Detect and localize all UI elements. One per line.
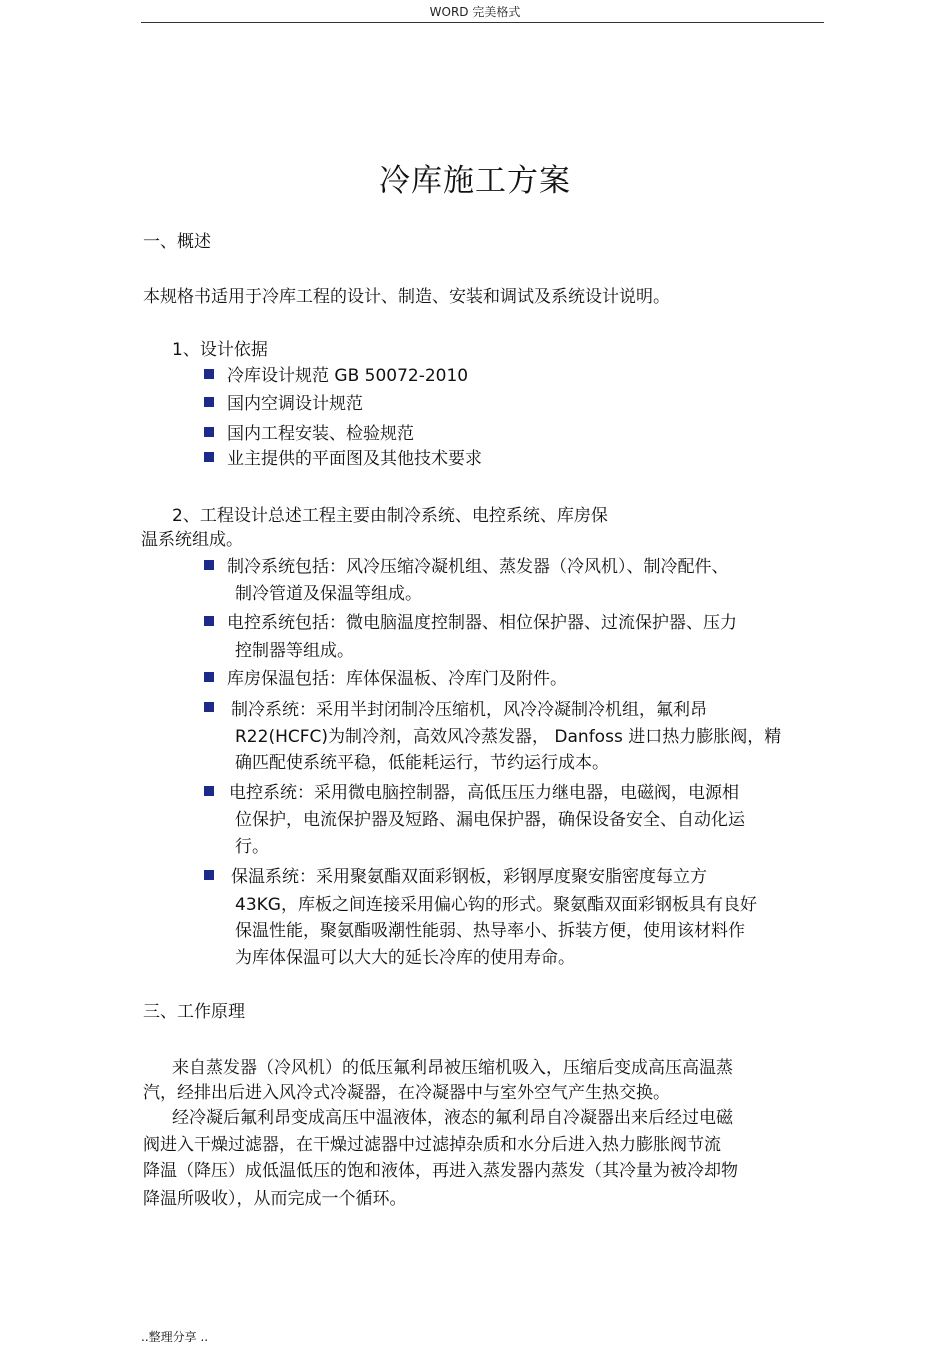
page-header: WORD 完美格式 bbox=[429, 5, 521, 19]
bullet-square-icon bbox=[204, 427, 214, 437]
paragraph-line: 汽，经排出后进入风冷式冷凝器，在冷凝器中与室外空气产生热交换。 bbox=[143, 1083, 670, 1103]
paragraph-line: 降温（降压）成低温低压的饱和液体，再进入蒸发器内蒸发（其冷量为被冷却物 bbox=[143, 1161, 738, 1181]
bullet-square-icon bbox=[204, 397, 214, 407]
page-footer: ..整理分享 .. bbox=[141, 1330, 209, 1344]
list-item-line: 43KG，库板之间连接采用偏心钩的形式。聚氨酯双面彩钢板具有良好 bbox=[235, 895, 757, 915]
bullet-square-icon bbox=[204, 672, 214, 682]
list-item-line: 位保护，电流保护器及短路、漏电保护器，确保设备安全、自动化运 bbox=[235, 810, 745, 830]
bullet-square-icon bbox=[204, 452, 214, 462]
list-item-line: 保温系统：采用聚氨酯双面彩钢板，彩钢厚度聚安脂密度每立方 bbox=[231, 867, 707, 887]
section-heading-principle: 三、工作原理 bbox=[143, 1002, 245, 1022]
section-heading-overview: 一、概述 bbox=[143, 232, 211, 252]
list-item: 业主提供的平面图及其他技术要求 bbox=[227, 449, 482, 469]
paragraph-line: 来自蒸发器（冷风机）的低压氟利昂被压缩机吸入，压缩后变成高压高温蒸 bbox=[172, 1058, 733, 1078]
header-divider bbox=[141, 22, 824, 23]
bullet-square-icon bbox=[204, 870, 214, 880]
intro-paragraph: 本规格书适用于冷库工程的设计、制造、安装和调试及系统设计说明。 bbox=[143, 287, 670, 307]
document-title: 冷库施工方案 bbox=[379, 163, 571, 199]
paragraph-line: 经冷凝后氟利昂变成高压中温液体，液态的氟利昂自冷凝器出来后经过电磁 bbox=[172, 1108, 733, 1128]
bullet-square-icon bbox=[204, 702, 214, 712]
bullet-square-icon bbox=[204, 560, 214, 570]
list-item-line: 控制器等组成。 bbox=[235, 641, 354, 661]
bullet-square-icon bbox=[204, 369, 214, 379]
bullet-square-icon bbox=[204, 616, 214, 626]
paragraph-line: 阀进入干燥过滤器，在干燥过滤器中过滤掉杂质和水分后进入热力膨胀阀节流 bbox=[143, 1135, 721, 1155]
list-item-line: 电控系统：采用微电脑控制器，高低压压力继电器，电磁阀，电源相 bbox=[229, 783, 739, 803]
basis-heading: 1、设计依据 bbox=[172, 340, 268, 360]
list-item-line: 库房保温包括：库体保温板、冷库门及附件。 bbox=[227, 669, 567, 689]
overview-paragraph-line: 温系统组成。 bbox=[141, 530, 243, 550]
list-item: 国内工程安装、检验规范 bbox=[227, 424, 414, 444]
list-item-line: 保温性能，聚氨酯吸潮性能弱、热导率小、拆装方便，使用该材料作 bbox=[235, 921, 745, 941]
list-item-line: R22(HCFC)为制冷剂，高效风冷蒸发器， Danfoss 进口热力膨胀阀，精 bbox=[235, 727, 782, 747]
paragraph-line: 降温所吸收），从而完成一个循环。 bbox=[143, 1189, 407, 1209]
list-item-line: 制冷系统包括：风冷压缩冷凝机组、蒸发器（冷风机）、制冷配件、 bbox=[227, 557, 729, 577]
list-item-line: 为库体保温可以大大的延长冷库的使用寿命。 bbox=[235, 948, 575, 968]
list-item-line: 制冷系统：采用半封闭制冷压缩机，风冷冷凝制冷机组，氟利昂 bbox=[231, 700, 707, 720]
list-item-line: 确匹配使系统平稳，低能耗运行，节约运行成本。 bbox=[235, 753, 609, 773]
list-item-line: 行。 bbox=[235, 837, 269, 857]
bullet-square-icon bbox=[204, 786, 214, 796]
list-item-line: 电控系统包括：微电脑温度控制器、相位保护器、过流保护器、压力 bbox=[227, 613, 737, 633]
list-item: 冷库设计规范 GB 50072-2010 bbox=[227, 366, 469, 386]
list-item-line: 制冷管道及保温等组成。 bbox=[235, 584, 422, 604]
overview-paragraph-line: 2、工程设计总述工程主要由制冷系统、电控系统、库房保 bbox=[172, 506, 608, 526]
list-item: 国内空调设计规范 bbox=[227, 394, 363, 414]
